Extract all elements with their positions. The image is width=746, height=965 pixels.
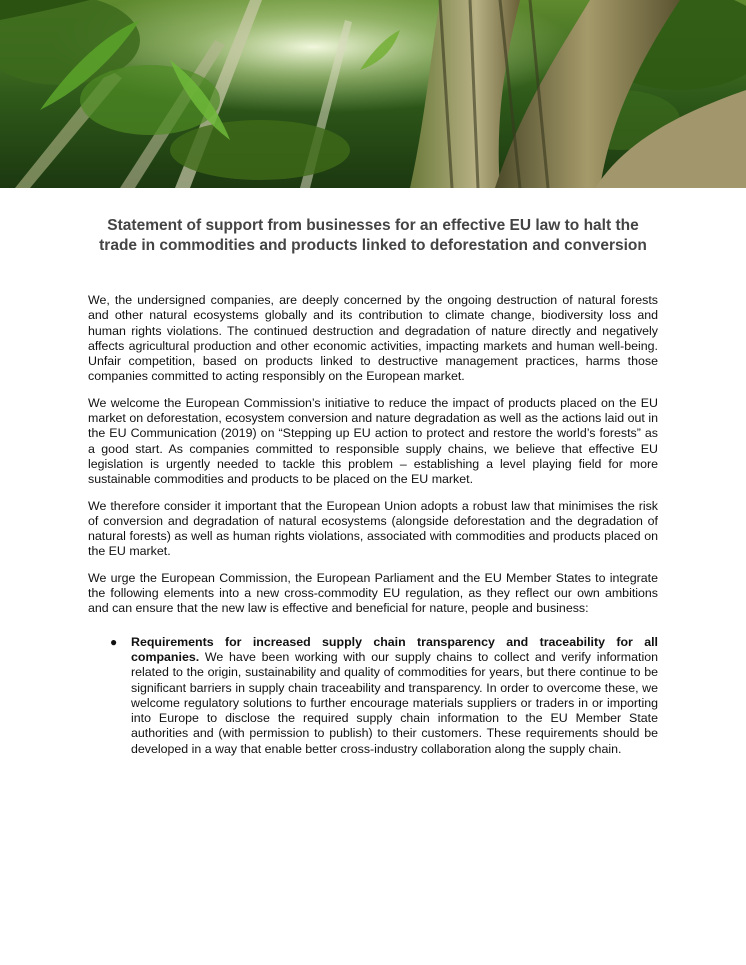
paragraph-urge: We urge the European Commission, the European Parliament and the EU Member States to integrate the following elements into a new cross-commodity EU regulation, as they reflect our own ambitions and can ensure that the new law is effective and beneficial for nature, people and business: xyxy=(88,570,658,616)
bullet-heading: Requirements for increased supply chain transparency and traceability for all companies. xyxy=(131,634,658,664)
title-line-1: Statement of support from businesses for an effective EU law to halt the xyxy=(107,217,639,234)
statement-body xyxy=(88,293,658,757)
list-item xyxy=(88,635,658,757)
forest-banner-image xyxy=(0,0,746,188)
bullet-icon: ● xyxy=(110,634,118,649)
paragraph-robust-law: We therefore consider it important that the European Union adopts a robust law that minimises the risk of conversion and degradation of natural ecosystems (alongside deforestation and the degradation of natural forests) as well as human rights violations, associated with commodities and products placed on the EU market. xyxy=(88,498,658,559)
paragraph-welcome: We welcome the European Commission’s initiative to reduce the impact of products placed on the EU market on deforestation, ecosystem conversion and nature degradation as well as the actions laid out in the EU Communication (2019) on “Stepping up EU action to protect and restore the world’s forests” as a good start. As companies committed to responsible supply chains, we believe that effective EU legislation is urgently needed to tackle this problem – establishing a level playing field for more sustainable commodities and products to be placed on the EU market. xyxy=(88,395,658,487)
page-title xyxy=(60,216,686,256)
bullet-body: We have been working with our supply chains to collect and verify information related to the origin, sustainability and quality of commodities for years, but there continue to be significant barriers in supply chain traceability and transparency. In order to overcome these, we welcome regulatory solutions to further encourage materials suppliers or traders in or importing into Europe to disclose the required supply chain information to the EU Member State authorities and (with permission to publish) to their customers. These requirements should be developed in a way that enable better cross-industry collaboration along the supply chain. xyxy=(131,649,658,756)
requirements-list xyxy=(88,635,658,757)
title-line-2: trade in commodities and products linked to deforestation and conversion xyxy=(99,237,647,254)
paragraph-concern: We, the undersigned companies, are deeply concerned by the ongoing destruction of natural forests and other natural ecosystems globally and its contribution to climate change, biodiversity loss and human rights violations. The continued destruction and degradation of nature directly and negatively affects agricultural production and other economic activities, impacting markets and human well-being. Unfair competition, based on products linked to destructive management practices, harms those companies committed to acting responsibly on the European market. xyxy=(88,293,658,384)
